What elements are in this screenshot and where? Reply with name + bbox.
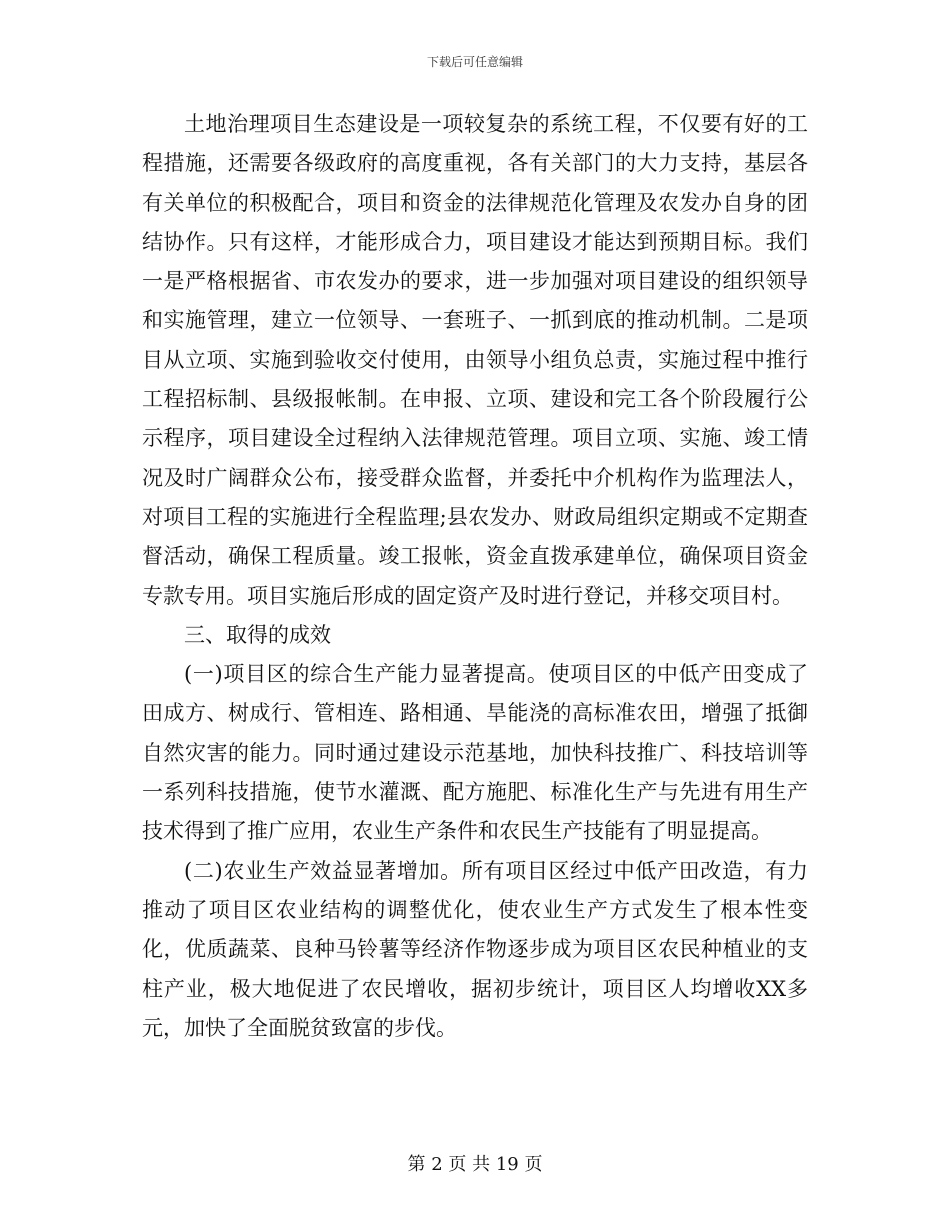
paragraph-production-capacity: (一)项目区的综合生产能力显著提高。使项目区的中低产田变成了田成方、树成行、管相连、路相通、旱能浇的高标准农田，增强了抵御自然灾害的能力。同时通过建设示范基地，加快科技推广、科技培训等一系列科技措施，使节水灌溉、配方施肥、标准化生产与先进有用生产技术得到了推广应用，农业生产条件和农民生产技能有了明显提高。 bbox=[142, 662, 808, 844]
page-number-footer: 第 2 页 共 19 页 bbox=[407, 1154, 543, 1175]
paragraph-production-benefits: (二)农业生产效益显著增加。所有项目区经过中低产田改造，有力推动了项目区农业结构的调整优化，使农业生产方式发生了根本性变化，优质蔬菜、良种马铃薯等经济作物逐步成为项目区农民种植业的支柱产业，极大地促进了农民增收，据初步统计，项目区人均增收XX多元，加快了全面脱贫致富的步伐。 bbox=[142, 858, 808, 1040]
document-body bbox=[142, 105, 808, 1048]
section-heading-achievements: 三、取得的成效 bbox=[184, 622, 331, 647]
paragraph-project-management: 土地治理项目生态建设是一项较复杂的系统工程，不仅要有好的工程措施，还需要各级政府的高度重视，各有关部门的大力支持，基层各有关单位的积极配合，项目和资金的法律规范化管理及农发办自身的团结协作。只有这样，才能形成合力，项目建设才能达到预期目标。我们一是严格根据省、市农发办的要求，进一步加强对项目建设的组织领导和实施管理，建立一位领导、一套班子、一抓到底的推动机制。二是项目从立项、实施到验收交付使用，由领导小组负总责，实施过程中推行工程招标制、县级报帐制。在申报、立项、建设和完工各个阶段履行公示程序，项目建设全过程纳入法律规范管理。项目立项、实施、竣工情况及时广阔群众公布，接受群众监督，并委托中介机构作为监理法人，对项目工程的实施进行全程监理;县农发办、财政局组织定期或不定期查督活动，确保工程质量。竣工报帐，资金直拨承建单位，确保项目资金专款专用。项目实施后形成的固定资产及时进行登记，并移交项目村。 bbox=[142, 112, 808, 608]
page-header-note: 下载后可任意编辑 bbox=[426, 55, 523, 69]
